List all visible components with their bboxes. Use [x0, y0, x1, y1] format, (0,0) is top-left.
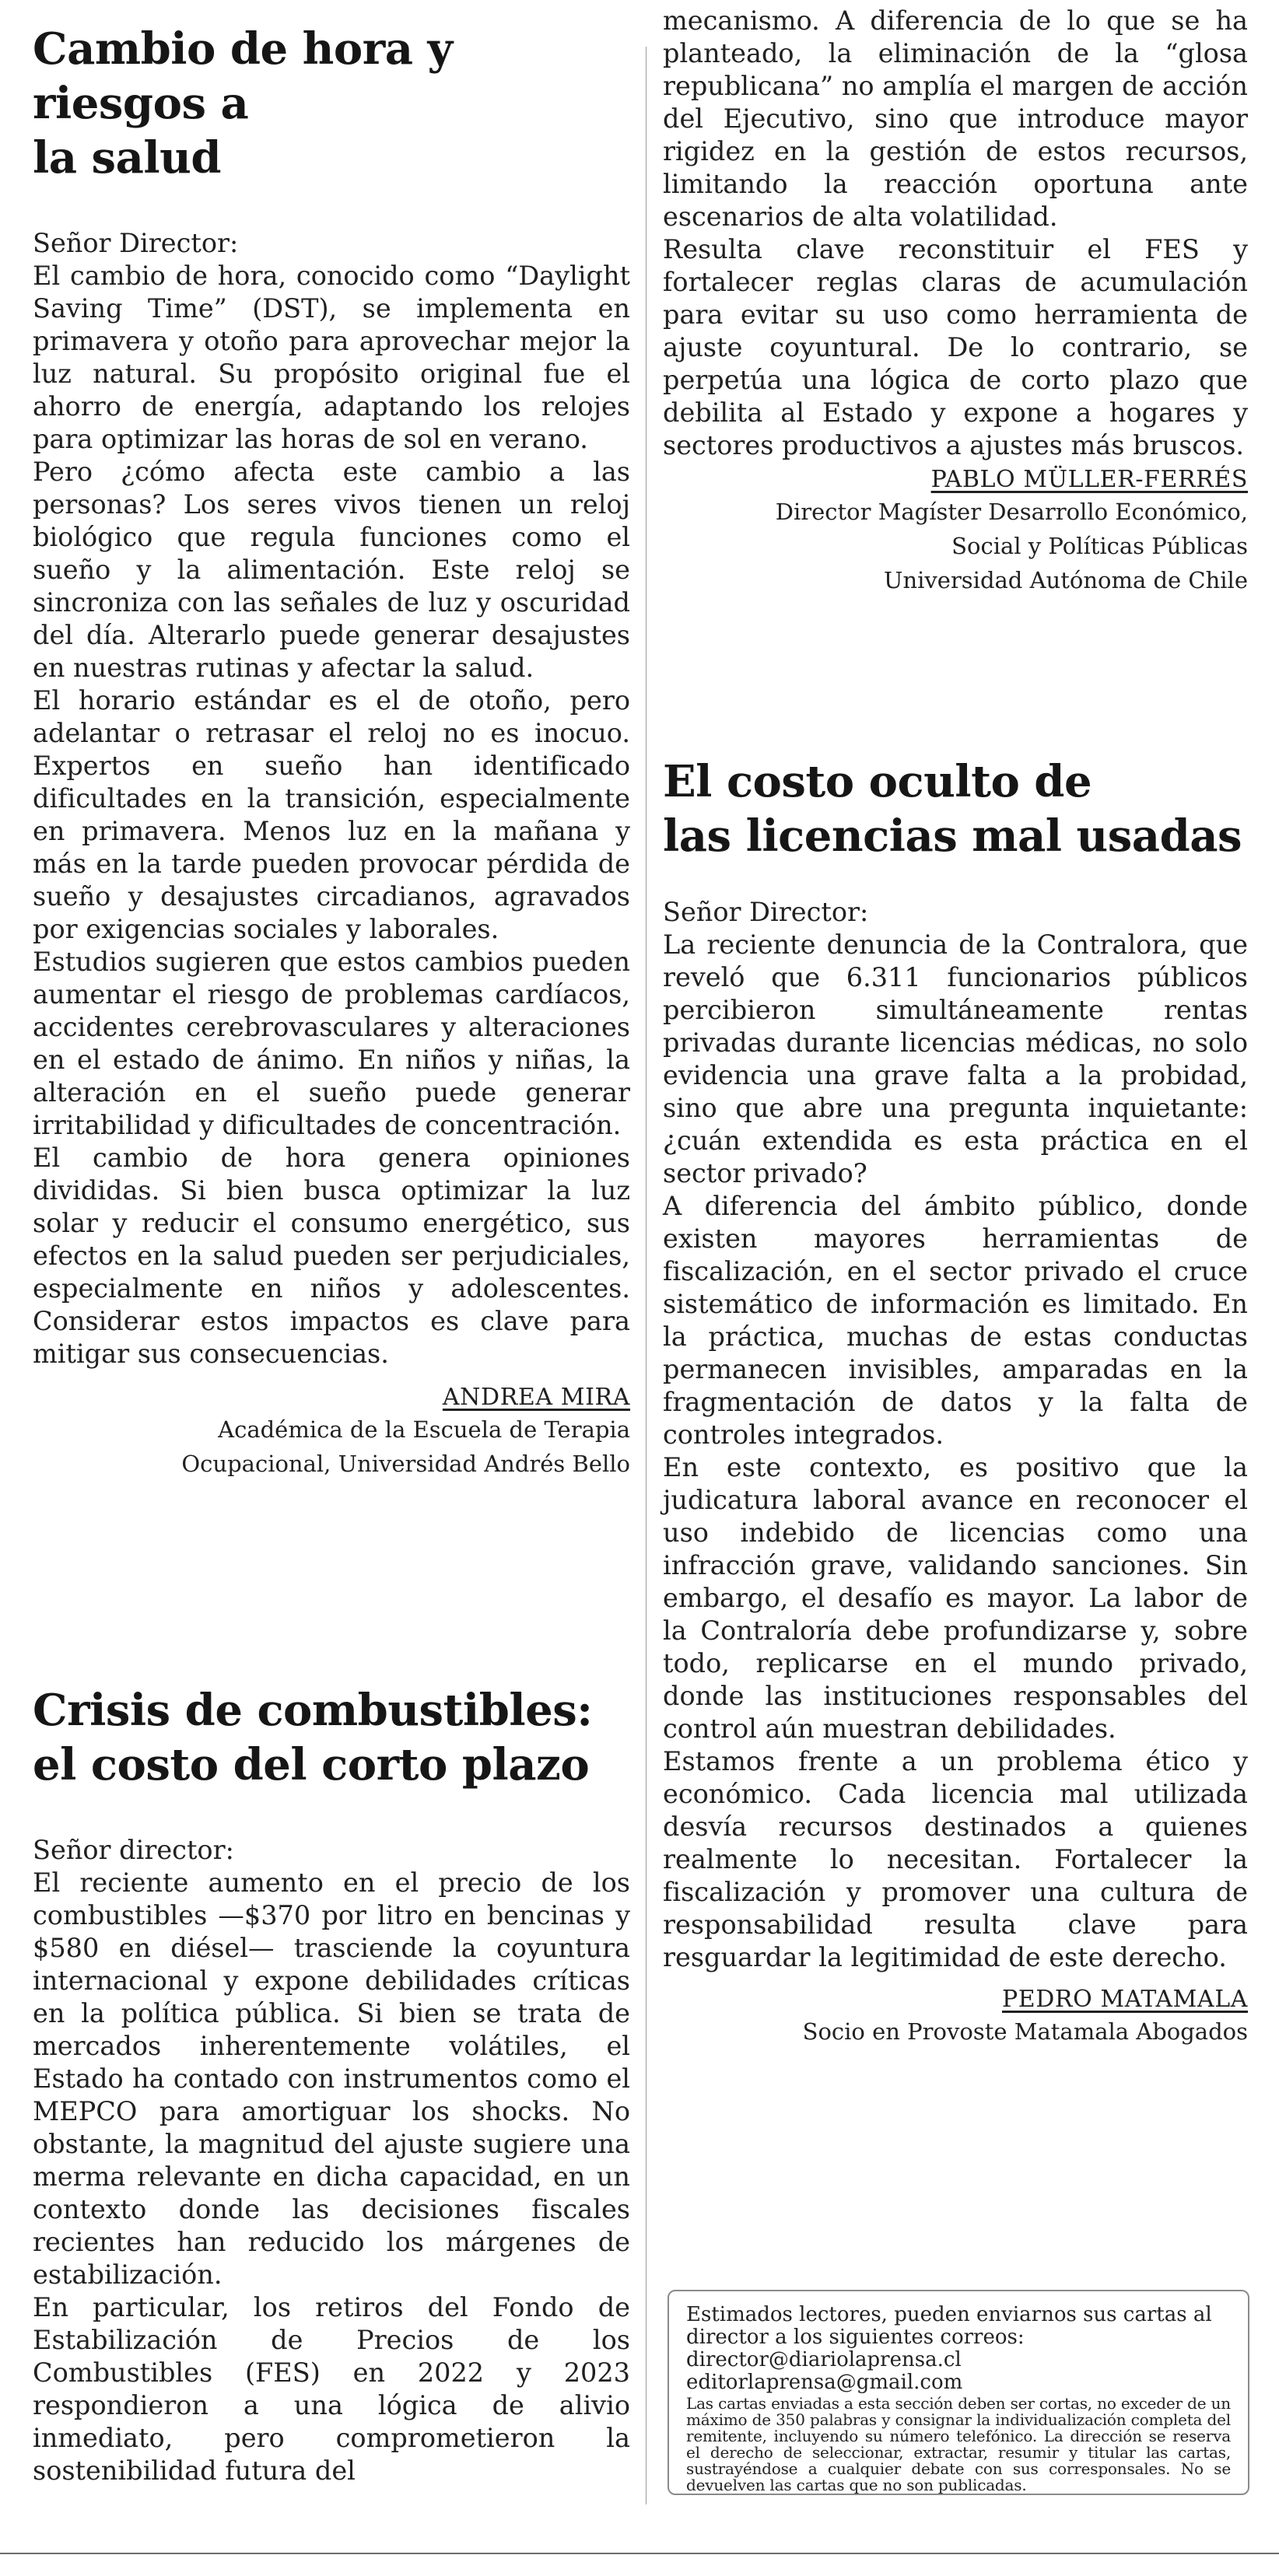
page-bottom-rule: [0, 2553, 1279, 2554]
author-name: PEDRO MATAMALA: [1001, 1986, 1248, 2013]
headline-line: Crisis de combustibles:: [33, 1685, 593, 1736]
letter-body: [33, 1834, 630, 2487]
signature-block: [663, 465, 1248, 597]
headline-fuel: [33, 1683, 630, 1792]
letter-fuel: [33, 1683, 630, 2487]
author-title: Socio en Provoste Matamala Abogados: [802, 2018, 1248, 2045]
headline-line: Cambio de hora y riesgos a: [33, 23, 453, 129]
submission-rules: Las cartas enviadas a esta sección deben ser cortas, no exceder de un máximo de 350 palabras y consignar la individualización completa del remitente, incluyendo su número telefónico. La dirección se reserva el derecho de seleccionar, extractar, resumir y titular las cartas, sustrayéndose a cualquier debate con sus corresponsales. No se devuelven las cartas que no son publicadas.: [686, 2394, 1231, 2494]
letter-licenses: [663, 754, 1248, 2049]
salutation: Señor director:: [33, 1835, 234, 1865]
paragraph: [33, 2291, 630, 2487]
letter-dst: [33, 22, 630, 1481]
letter-body: [33, 227, 630, 1370]
signature-block: [663, 1985, 1248, 2049]
headline-line: El costo oculto de: [663, 756, 1092, 807]
author-title: Universidad Autónoma de Chile: [884, 567, 1248, 593]
paragraph: El horario estándar es el de otoño, pero adelantar o retrasar el reloj no es inocuo. Expertos en sueño han identificado dificultades en la transición, especialmente en primavera. Menos luz en la mañana y más en la tarde pueden provocar pérdida de sueño y desajustes circadianos, agravados por exigencias sociales y laborales.: [33, 685, 630, 944]
email-link-editor[interactable]: editorlaprensa@gmail.com: [686, 2371, 963, 2394]
author-title: Ocupacional, Universidad Andrés Bello: [181, 1451, 630, 1477]
author-name: PABLO MÜLLER-FERRÉS: [930, 466, 1248, 493]
author-name: ANDREA MIRA: [442, 1384, 630, 1411]
signature-block: [33, 1383, 630, 1481]
headline-dst: [33, 22, 630, 185]
paragraph: El cambio de hora, conocido como “Daylight Saving Time” (DST), se implementa en primavera y otoño para aprovechar mejor la luz natural. Su propósito original fue el ahorro de energía, adaptando los relojes para optimizar las horas de sol en verano.: [33, 261, 630, 454]
contact-info-box: [668, 2290, 1249, 2495]
salutation: Señor Director:: [663, 897, 869, 927]
email-link-director[interactable]: director@diariolaprensa.cl: [686, 2348, 962, 2371]
letter-body: [663, 896, 1248, 1974]
headline-line: la salud: [33, 132, 222, 184]
contact-intro: Estimados lectores, pueden enviarnos sus cartas al director a los siguientes correos:: [686, 2303, 1212, 2349]
paragraph-continuation: mecanismo. A diferencia de lo que se ha planteado, la eliminación de la “glosa republicana” no amplía el margen de acción del Ejecutivo, sino que introduce mayor rigidez en la gestión de estos recursos, limitando la reacción oportuna ante escenarios de alta volatilidad.: [663, 5, 1248, 232]
author-title: Social y Políticas Públicas: [951, 533, 1248, 559]
paragraph: El reciente aumento en el precio de los combustibles —$370 por litro en bencinas y $580 en diésel— trasciende la coyuntura internacional y expone debilidades críticas en la política pública. Si bien se trata de mercados inherentemente volátiles, el Estado ha contado con instrumentos como el MEPCO para amortiguar los shocks. No obstante, la magnitud del ajuste sugiere una merma relevante en dicha capacidad, en un contexto donde las decisiones fiscales recientes han reducido los márgenes de estabilización.: [33, 1867, 630, 2290]
paragraph: Estamos frente a un problema ético y económico. Cada licencia mal utilizada desvía recursos destinados a quienes realmente lo necesitan. Fortalecer la fiscalización y promover una cultura de responsabilidad resulta clave para resguardar la legitimidad de este derecho.: [663, 1746, 1248, 1972]
paragraph: A diferencia del ámbito público, donde existen mayores herramientas de fiscalización, en el sector privado el cruce sistemático de información es limitado. En la práctica, muchas de estas conductas permanecen invisibles, amparadas en la fragmentación de datos y la falta de controles integrados.: [663, 1191, 1248, 1450]
paragraph: La reciente denuncia de la Contralora, que reveló que 6.311 funcionarios públicos percibieron simultáneamente rentas privadas durante licencias médicas, no solo evidencia una grave falta a la probidad, sino que abre una pregunta inquietante: ¿cuán extendida es esta práctica en el sector privado?: [663, 929, 1248, 1188]
paragraph-part-1: En particular, los retiros del Fondo de Estabilización de Precios de los Combustibles (FES) en 2022 y 2023 respondieron a una lógica de alivio inmediato, pero comprometieron la sostenibilidad futura del: [33, 2292, 630, 2486]
paragraph: El cambio de hora genera opiniones divididas. Si bien busca optimizar la luz solar y reducir el consumo energético, sus efectos en la salud pueden ser perjudiciales, especialmente en niños y adolescentes. Considerar estos impactos es clave para mitigar sus consecuencias.: [33, 1143, 630, 1369]
headline-licenses: [663, 754, 1248, 863]
salutation: Señor Director:: [33, 228, 239, 258]
headline-line: las licencias mal usadas: [663, 810, 1242, 862]
paragraph: En este contexto, es positivo que la judicatura laboral avance en reconocer el uso indebido de licencias como una infracción grave, validando sanciones. Sin embargo, el desafío es mayor. La labor de la Contraloría debe profundizarse y, sobre todo, replicarse en el mundo privado, donde las instituciones responsables del control aún muestran debilidades.: [663, 1452, 1248, 1744]
paragraph: Resulta clave reconstituir el FES y fortalecer reglas claras de acumulación para evitar su uso como herramienta de ajuste coyuntural. De lo contrario, se perpetúa una lógica de corto plazo que debilita al Estado y expone a hogares y sectores productivos a ajustes más bruscos.: [663, 234, 1248, 460]
paragraph: Pero ¿cómo afecta este cambio a las personas? Los seres vivos tienen un reloj biológico que regula funciones como el sueño y la alimentación. Este reloj se sincroniza con las señales de luz y oscuridad del día. Alterarlo puede generar desajustes en nuestras rutinas y afectar la salud.: [33, 457, 630, 683]
paragraph: Estudios sugieren que estos cambios pueden aumentar el riesgo de problemas cardíacos, accidentes cerebrovasculares y alteraciones en el estado de ánimo. En niños y niñas, la alteración en el sueño puede generar irritabilidad y dificultades de concentración.: [33, 947, 630, 1140]
author-title: Director Magíster Desarrollo Económico,: [775, 499, 1248, 525]
column-divider: [646, 47, 647, 2504]
letter-fuel-continued: [663, 5, 1248, 597]
author-title: Académica de la Escuela de Terapia: [218, 1416, 630, 1443]
headline-line: el costo del corto plazo: [33, 1739, 590, 1790]
letter-body-continued: [663, 5, 1248, 462]
